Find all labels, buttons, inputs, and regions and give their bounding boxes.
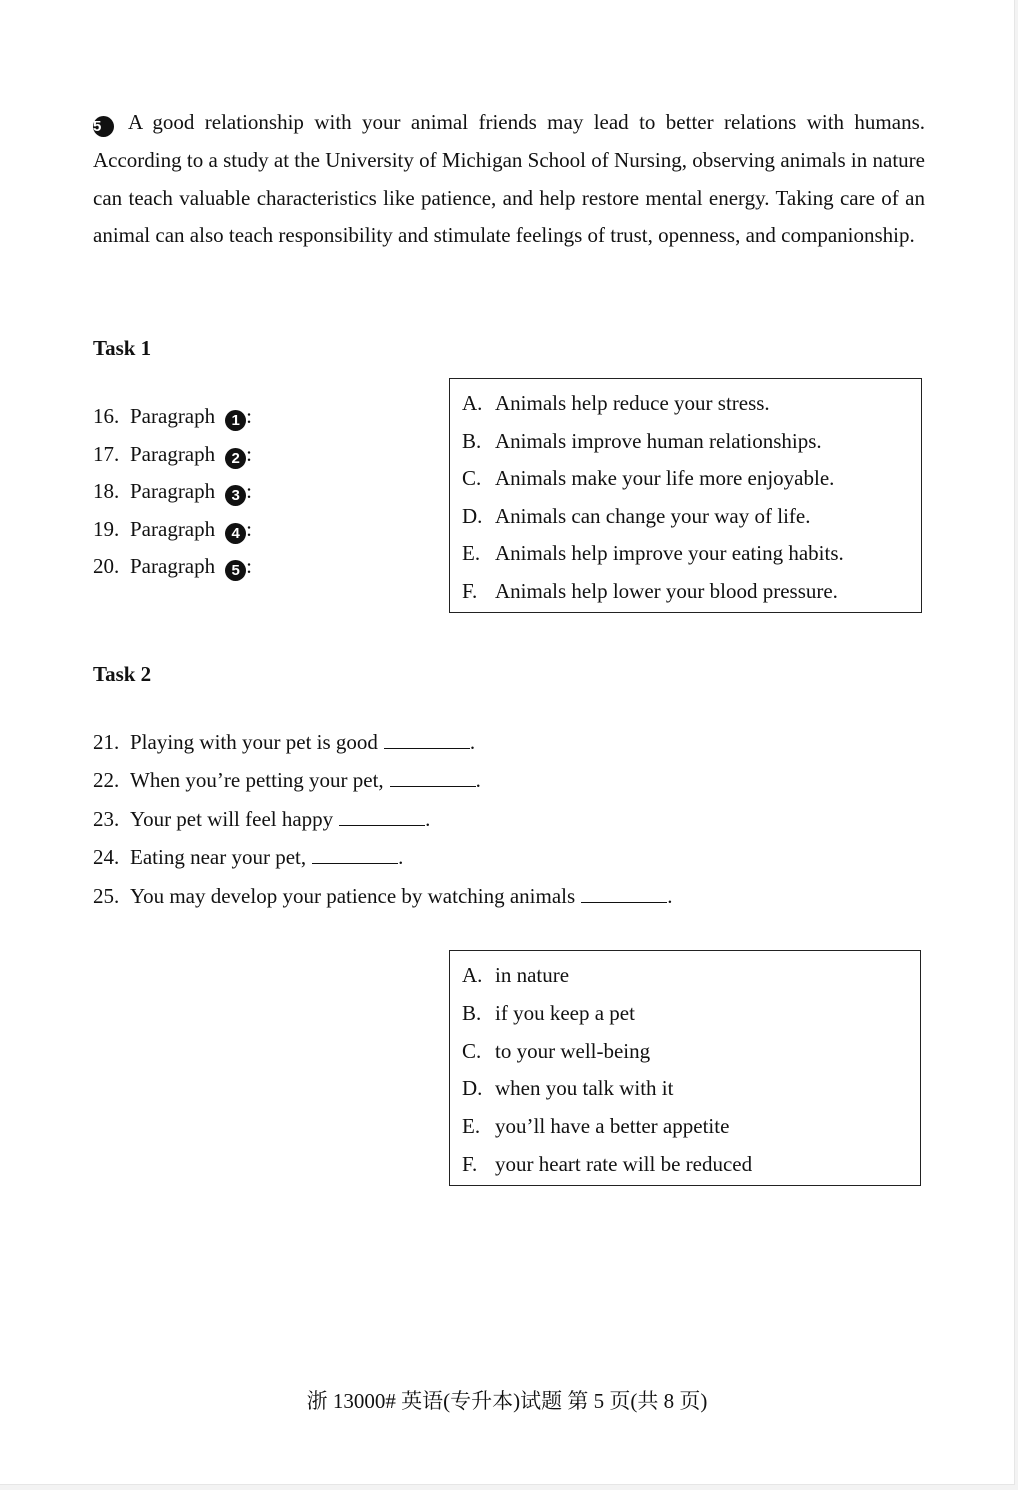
page-footer: 浙 13000# 英语(专升本)试题 第 5 页(共 8 页) bbox=[306, 1389, 708, 1413]
paragraph-marker: 2 bbox=[225, 448, 246, 469]
paragraph-marker: 4 bbox=[225, 523, 246, 544]
option-text: Animals make your life more enjoyable. bbox=[495, 466, 835, 490]
task1-question: 19. Paragraph 4 : bbox=[93, 516, 252, 542]
task1-option bbox=[450, 579, 921, 617]
option-letter: C. bbox=[462, 1038, 482, 1063]
task1-option bbox=[450, 429, 921, 467]
question-end: . bbox=[425, 806, 431, 831]
question-number: 19. bbox=[93, 516, 120, 541]
task2-option bbox=[450, 963, 920, 1001]
question-end: . bbox=[667, 883, 673, 908]
question-text: You may develop your patience by watching animals bbox=[130, 883, 576, 908]
question-number: 20. bbox=[93, 554, 120, 579]
option-letter: D. bbox=[462, 1076, 483, 1101]
task2-option bbox=[450, 1152, 920, 1190]
task1-option bbox=[450, 466, 921, 504]
question-end: . bbox=[469, 730, 476, 754]
option-text: your heart rate will be reduced bbox=[495, 1151, 753, 1176]
task1-options-box bbox=[449, 378, 922, 613]
option-text: you’ll have a better appetite bbox=[495, 1114, 730, 1139]
task2-question bbox=[93, 730, 672, 768]
paragraph-5 bbox=[93, 104, 925, 255]
answer-blank bbox=[390, 768, 476, 787]
question-text: Eating near your pet, bbox=[130, 845, 307, 870]
task2-question bbox=[93, 768, 672, 806]
question-number: 17. bbox=[93, 441, 120, 466]
paragraph-marker: 5 bbox=[225, 560, 246, 581]
answer-blank bbox=[581, 884, 667, 903]
question-number: 23. bbox=[93, 806, 120, 831]
option-letter: F. bbox=[462, 1151, 478, 1176]
task2-options-box bbox=[449, 950, 921, 1186]
task1-title: Task 1 bbox=[93, 336, 152, 360]
question-label: Paragraph bbox=[130, 404, 216, 428]
question-number: 24. bbox=[93, 845, 120, 870]
option-text: Animals help improve your eating habits. bbox=[495, 541, 844, 565]
question-text: Your pet will feel happy bbox=[130, 806, 334, 831]
question-number: 18. bbox=[93, 479, 120, 504]
task1-question: 17. Paragraph 2 : bbox=[93, 441, 252, 467]
question-label: Paragraph bbox=[130, 441, 216, 466]
option-text: to your well-being bbox=[495, 1038, 651, 1063]
question-number: 21. bbox=[93, 730, 120, 754]
task2-option bbox=[450, 1039, 920, 1077]
paragraph-marker: 1 bbox=[225, 410, 246, 431]
task2-question bbox=[93, 807, 672, 845]
task2-question-list bbox=[93, 730, 672, 922]
option-letter: D. bbox=[462, 503, 483, 528]
option-text: Animals help reduce your stress. bbox=[495, 391, 770, 415]
answer-blank bbox=[384, 730, 470, 749]
option-letter: F. bbox=[462, 578, 478, 603]
option-text: Animals improve human relationships. bbox=[495, 428, 822, 453]
paragraph-5-text: A good relationship with your animal friends may lead to better relations with humans. According to a study at the University of Michigan School of Nursing, observing animals in nature can teach valuable characteristics like patience, and help restore mental energy. Taking care of an animal can also teach responsibility and stimulate feelings of trust, openness, and companionship. bbox=[93, 110, 925, 248]
question-label: Paragraph bbox=[130, 516, 216, 541]
task1-question: 18. Paragraph 3 : bbox=[93, 479, 252, 505]
task2-question bbox=[93, 845, 672, 883]
answer-blank bbox=[339, 807, 425, 826]
option-letter: E. bbox=[462, 1114, 481, 1139]
option-letter: B. bbox=[462, 1000, 482, 1025]
option-letter: C. bbox=[462, 466, 482, 490]
question-number: 22. bbox=[93, 768, 120, 793]
question-text: Playing with your pet is good bbox=[130, 730, 378, 754]
paragraph-5-marker: 5 bbox=[93, 116, 114, 137]
question-number: 25. bbox=[93, 883, 120, 908]
question-text: When you’re petting your pet, bbox=[130, 768, 384, 793]
task2-option bbox=[450, 1001, 920, 1039]
task2-question bbox=[93, 884, 672, 922]
task1-option bbox=[450, 504, 921, 542]
question-end: . bbox=[398, 845, 404, 870]
paragraph-marker: 3 bbox=[225, 485, 246, 506]
task1-option bbox=[450, 541, 921, 579]
task2-option bbox=[450, 1076, 920, 1114]
task1-question-list bbox=[93, 404, 252, 592]
option-letter: A. bbox=[462, 391, 483, 415]
option-text: in nature bbox=[495, 963, 570, 987]
option-text: Animals can change your way of life. bbox=[495, 503, 811, 528]
task2-option bbox=[450, 1114, 920, 1152]
answer-blank bbox=[312, 845, 398, 864]
task1-option bbox=[450, 391, 921, 429]
option-letter: B. bbox=[462, 428, 482, 453]
task1-question: 20. Paragraph 5 : bbox=[93, 554, 252, 580]
question-end: . bbox=[475, 768, 481, 793]
question-label: Paragraph bbox=[130, 554, 216, 579]
option-text: Animals help lower your blood pressure. bbox=[495, 578, 838, 603]
question-label: Paragraph bbox=[130, 479, 216, 504]
option-letter: A. bbox=[462, 963, 483, 987]
question-number: 16. bbox=[93, 404, 120, 428]
option-letter: E. bbox=[462, 541, 481, 565]
option-text: if you keep a pet bbox=[495, 1000, 635, 1025]
task1-question: 16. Paragraph 1 : bbox=[93, 404, 252, 429]
task2-title: Task 2 bbox=[93, 662, 152, 686]
option-text: when you talk with it bbox=[495, 1076, 674, 1101]
